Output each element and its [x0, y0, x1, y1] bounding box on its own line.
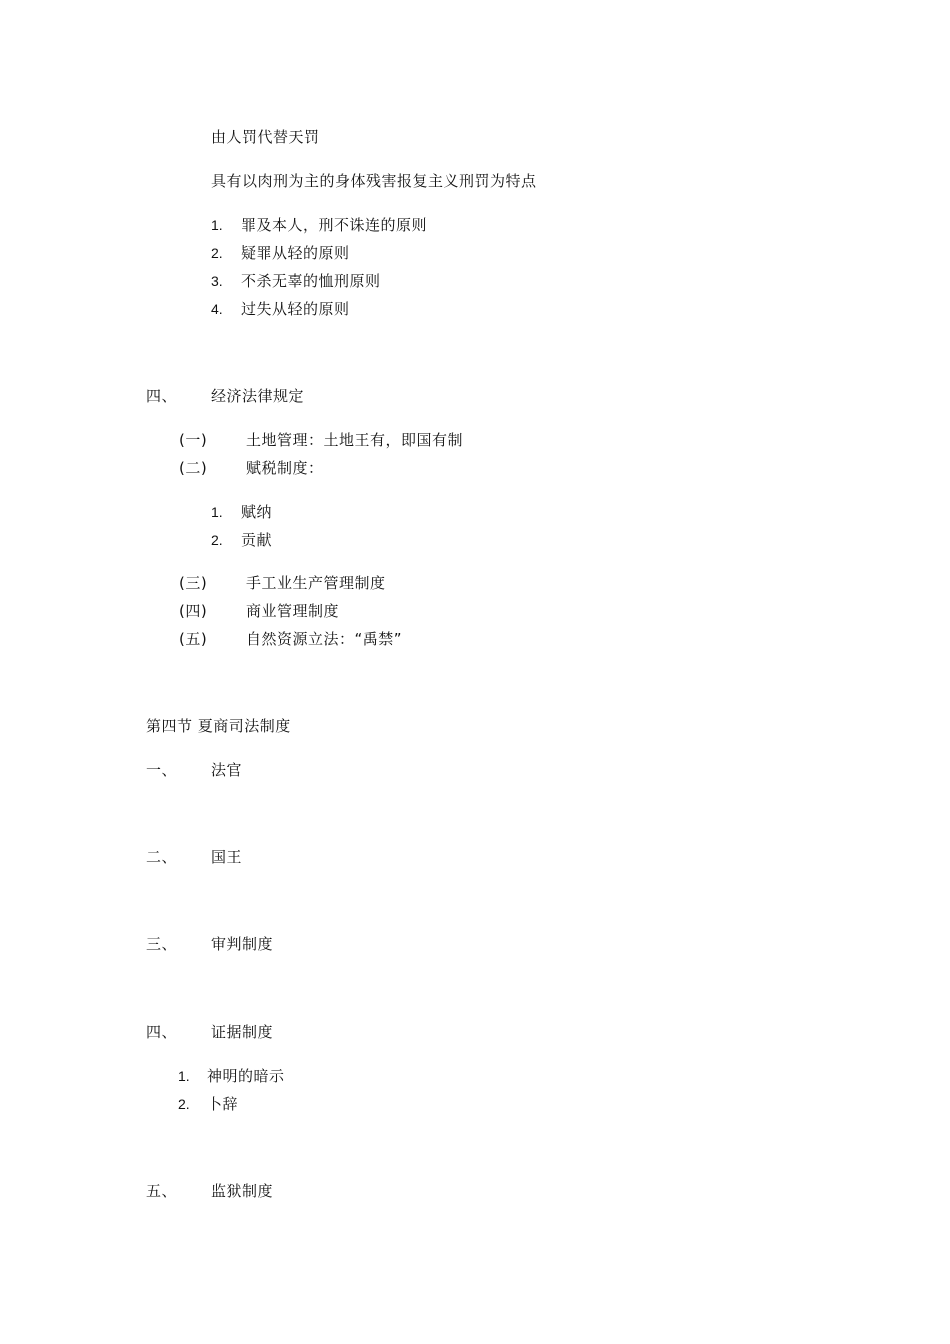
evidence-item-text: 神明的暗示 [207, 1067, 285, 1085]
heading-prison: 监狱制度 [211, 1182, 274, 1200]
tax-item-number: 2. [211, 532, 223, 548]
subheading-number: (四) [179, 602, 208, 620]
subheading-natural-resources: 自然资源立法：“禹禁” [246, 630, 403, 648]
evidence-item-text: 卜辞 [207, 1095, 239, 1113]
subheading-commerce: 商业管理制度 [246, 602, 340, 620]
principle-number: 4. [211, 301, 223, 317]
heading-king: 国王 [211, 848, 243, 866]
heading-number: 五、 [146, 1182, 178, 1200]
heading-trial: 审判制度 [211, 935, 274, 953]
subheading-number: (三) [179, 574, 208, 592]
principle-number: 3. [211, 273, 223, 289]
heading-number: 四、 [146, 1023, 178, 1041]
evidence-item-number: 2. [178, 1096, 190, 1112]
tax-item-number: 1. [211, 504, 223, 520]
subheading-number: (一) [179, 431, 208, 449]
heading-economic-law: 经济法律规定 [211, 387, 305, 405]
principle-number: 2. [211, 245, 223, 261]
principle-text: 不杀无辜的恤刑原则 [241, 272, 381, 290]
subheading-tax: 赋税制度： [246, 459, 324, 477]
principle-text: 过失从轻的原则 [241, 300, 350, 318]
tax-item-text: 贡献 [241, 531, 273, 549]
heading-number: 二、 [146, 848, 178, 866]
principle-text: 疑罪从轻的原则 [241, 244, 350, 262]
subheading-handicraft: 手工业生产管理制度 [246, 574, 386, 592]
intro-line-1: 由人罚代替天罚 [211, 128, 320, 146]
intro-line-2: 具有以肉刑为主的身体残害报复主义刑罚为特点 [211, 172, 537, 190]
heading-number: 一、 [146, 761, 178, 779]
principle-text: 罪及本人，刑不诛连的原则 [241, 216, 428, 234]
heading-number: 三、 [146, 935, 178, 953]
subheading-number: (二) [179, 459, 208, 477]
principle-number: 1. [211, 217, 223, 233]
evidence-item-number: 1. [178, 1068, 190, 1084]
heading-number: 四、 [146, 387, 178, 405]
subheading-land: 土地管理：土地王有，即国有制 [246, 431, 464, 449]
tax-item-text: 赋纳 [241, 503, 273, 521]
subheading-number: (五) [179, 630, 208, 648]
heading-evidence: 证据制度 [211, 1023, 274, 1041]
heading-judge: 法官 [211, 761, 243, 779]
section-title: 第四节 夏商司法制度 [146, 717, 291, 735]
